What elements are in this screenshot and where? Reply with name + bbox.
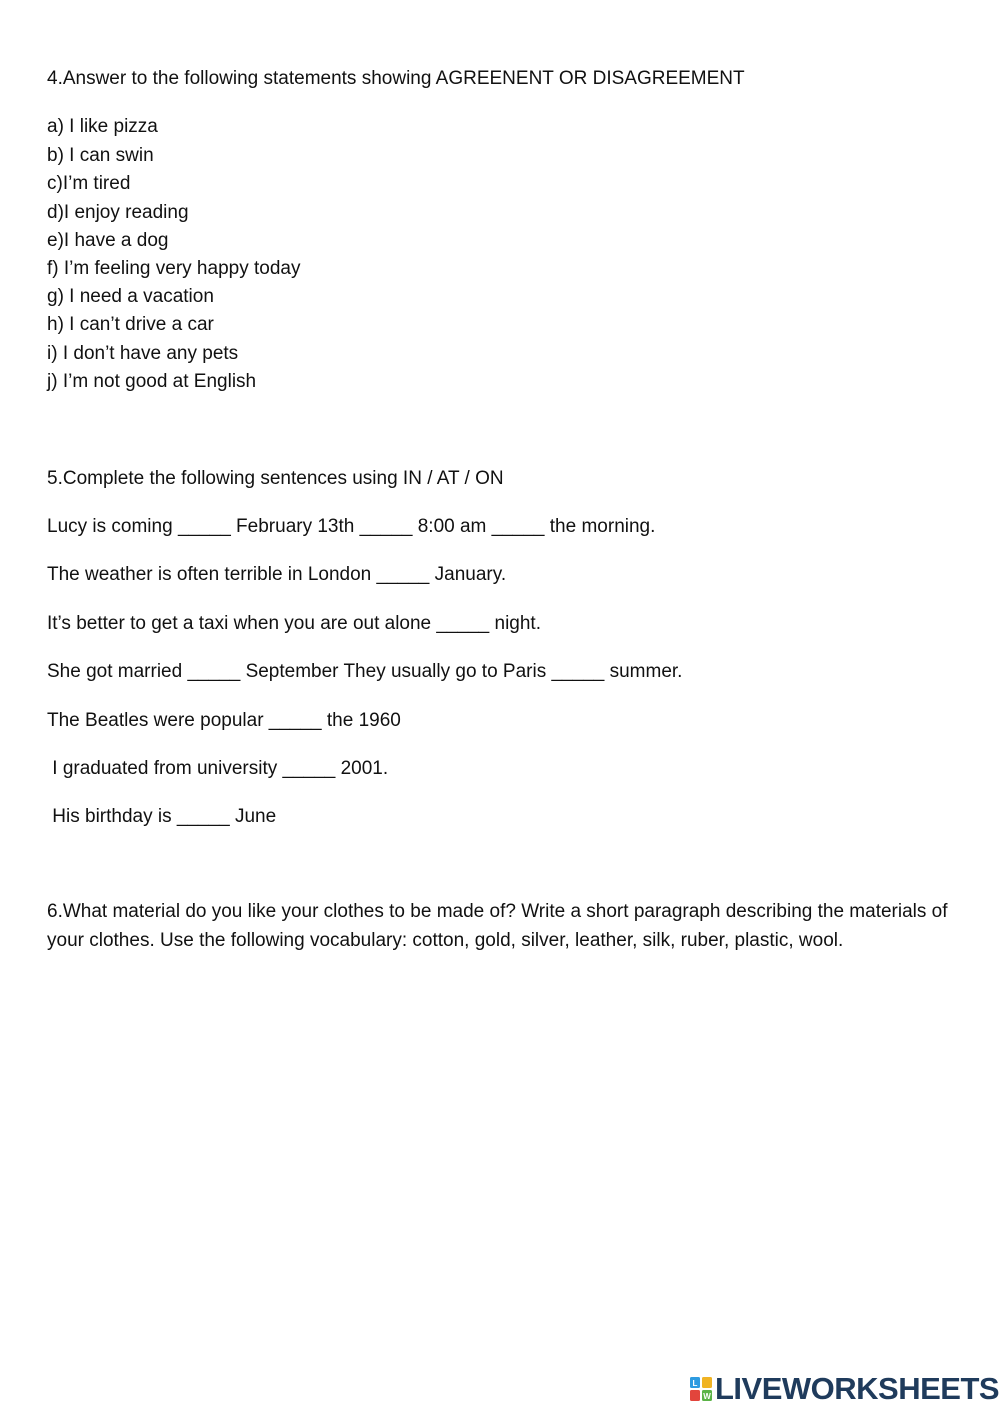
q4-item-b: b) I can swin bbox=[47, 145, 154, 166]
q4-item-i: i) I don’t have any pets bbox=[47, 343, 239, 364]
q4-item-j: j) I’m not good at English bbox=[47, 371, 257, 392]
q4-item-d: d)I enjoy reading bbox=[47, 202, 189, 223]
q5-sentence-6: I graduated from university _____ 2001. bbox=[47, 758, 389, 779]
q5-sentence-1: Lucy is coming _____ February 13th _____ 8:00 am _____ the morning. bbox=[47, 516, 656, 537]
q4-item-h: h) I can’t drive a car bbox=[47, 314, 214, 335]
q5-sentence-5: The Beatles were popular _____ the 1960 bbox=[47, 710, 401, 731]
q6-prompt: 6.What material do you like your clothes to be made of? Write a short paragraph describing the materials of your clothes. Use the following vocabulary: cotton, gold, silver, leather, silk, ruber, plastic, wool. bbox=[47, 901, 948, 951]
logo-letter-w: W bbox=[703, 1392, 711, 1401]
q4-item-a: a) I like pizza bbox=[47, 116, 158, 137]
q5-sentence-7: His birthday is _____ June bbox=[47, 806, 277, 827]
liveworksheets-logo-text: LIVEWORKSHEETS bbox=[715, 1371, 999, 1406]
q4-title: 4.Answer to the following statements showing AGREENENT OR DISAGREEMENT bbox=[47, 68, 745, 89]
q4-item-e: e)I have a dog bbox=[47, 230, 169, 251]
q5-sentence-4: She got married _____ September They usually go to Paris _____ summer. bbox=[47, 661, 683, 682]
liveworksheets-logo-icon bbox=[690, 1377, 712, 1401]
q4-item-f: f) I’m feeling very happy today bbox=[47, 258, 301, 279]
q5-sentence-3: It’s better to get a taxi when you are out alone _____ night. bbox=[47, 613, 541, 634]
q4-item-g: g) I need a vacation bbox=[47, 286, 214, 307]
liveworksheets-logo bbox=[690, 1373, 999, 1405]
q5-title: 5.Complete the following sentences using IN / AT / ON bbox=[47, 468, 504, 489]
q4-item-c: c)I’m tired bbox=[47, 173, 131, 194]
q5-sentence-2: The weather is often terrible in London _____ January. bbox=[47, 564, 507, 585]
logo-letter-l: L bbox=[692, 1379, 698, 1388]
